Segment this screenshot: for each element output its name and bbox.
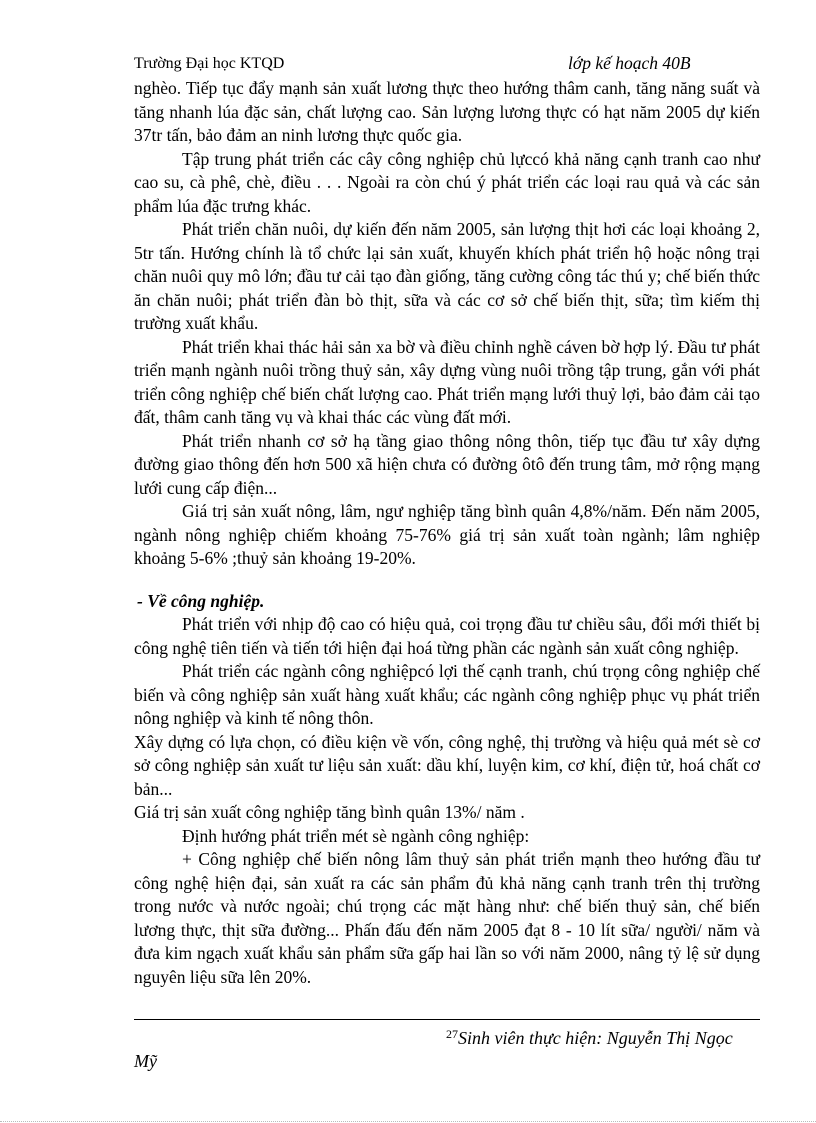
paragraph: Tập trung phát triển các cây công nghiệp chủ lựccó khả năng cạnh tranh cao như cao su, cà phê, chè, điều . . . Ngoài ra còn chú ý phát triển các loại rau quả và các sản phẩm lúa đặc trưng khác. — [134, 148, 760, 216]
footer-author-line2: Mỹ — [134, 1051, 157, 1071]
page-edge-divider — [0, 1121, 816, 1122]
document-body — [134, 77, 760, 989]
paragraph: Định hướng phát triển mét sè ngành công nghiệp: — [182, 825, 530, 846]
paragraph: Phát triển chăn nuôi, dự kiến đến năm 2005, sản lượng thịt hơi các loại khoảng 2, 5tr tấn. Hướng chính là tổ chức lại sản xuất, khuyến khích phát triển hộ hoặc nông trại chăn nuôi quy mô lớn; đầu tư cải tạo đàn giống, tăng cường công tác thú y; chế biến thức ăn chăn nuôi; phát triển đàn bò thịt, sữa và các cơ sở chế biến thịt, sữa; tìm kiếm thị trường xuất khẩu. — [134, 219, 760, 333]
section-heading: - Về công nghiệp. — [137, 590, 265, 611]
paragraph: Phát triển nhanh cơ sở hạ tầng giao thông nông thôn, tiếp tục đầu tư xây dựng đường giao thông đến hơn 500 xã hiện chưa có đường ôtô đến trung tâm, mở rộng mạng lưới cung cấp điện... — [134, 430, 760, 498]
header-school: Trường Đại học KTQD — [134, 55, 285, 72]
paragraph: Phát triển khai thác hải sản xa bờ và điều chỉnh nghề cáven bờ hợp lý. Đầu tư phát triển mạnh ngành nuôi trồng thuỷ sản, xây dựng vùng nuôi trồng tập trung, gắn với phát triển công nghiệp chế biến chất lượng cao. Phát triển mạng lưới thuỷ lợi, bảo đảm cải tạo đất, thâm canh tăng vụ và khai thác các vùng đất mới. — [134, 336, 760, 427]
paragraph: Xây dựng có lựa chọn, có điều kiện về vốn, công nghệ, thị trường và hiệu quả mét sè cơ sở công nghiệp sản xuất tư liệu sản xuất: dầu khí, luyện kim, cơ khí, điện tử, hoá chất cơ bản... — [134, 731, 760, 799]
footer-author-line1: Sinh viên thực hiện: Nguyễn Thị Ngọc — [458, 1028, 733, 1048]
paragraph: Phát triển với nhịp độ cao có hiệu quả, coi trọng đầu tư chiều sâu, đổi mới thiết bị công nghệ tiên tiến và tiến tới hiện đại hoá từng phần các ngành sản xuất công nghiệp. — [134, 614, 760, 658]
paragraph: Phát triển các ngành công nghiệpcó lợi thế cạnh tranh, chú trọng công nghiệp chế biến và công nghiệp sản xuất hàng xuất khẩu; các ngành công nghiệp phục vụ phát triển nông nghiệp và kinh tế nông thôn. — [134, 661, 760, 728]
paragraph: nghèo. Tiếp tục đẩy mạnh sản xuất lương thực theo hướng thâm canh, tăng năng suất và tăng nhanh lúa đặc sản, chất lượng cao. Sản lượng lương thực có hạt năm 2005 dự kiến 37tr tấn, bảo đảm an ninh lương thực quốc gia. — [134, 78, 760, 145]
header-class: lớp kế hoạch 40B — [568, 53, 691, 73]
footer-author — [446, 1023, 766, 1049]
paragraph: + Công nghiệp chế biến nông lâm thuỷ sản phát triển mạnh theo hướng đầu tư công nghệ hiện đại, sản xuất ra các sản phẩm đủ khả năng cạnh tranh trên thị trường trong nước và nước ngoài; chú trọng các mặt hàng như: chế biến thuỷ sản, chế biến lương thực, thịt sữa đường... Phấn đấu đến năm 2005 đạt 8 - 10 lít sữa/ người/ năm và đưa kim ngạch xuất khẩu sản phẩm sữa gấp hai lần so với năm 2000, nâng tỷ lệ sử dụng nguyên liệu sữa lên 20%. — [134, 849, 760, 987]
page-number: 27 — [446, 1027, 458, 1041]
paragraph: Giá trị sản xuất nông, lâm, ngư nghiệp tăng bình quân 4,8%/năm. Đến năm 2005, ngành nông nghiệp chiếm khoảng 75-76% giá trị sản xuất toàn ngành; lâm nghiệp khoảng 5-6% ;thuỷ sản khoảng 19-20%. — [134, 501, 760, 568]
footer-divider — [134, 1019, 760, 1020]
paragraph: Giá trị sản xuất công nghiệp tăng bình quân 13%/ năm . — [134, 802, 525, 822]
